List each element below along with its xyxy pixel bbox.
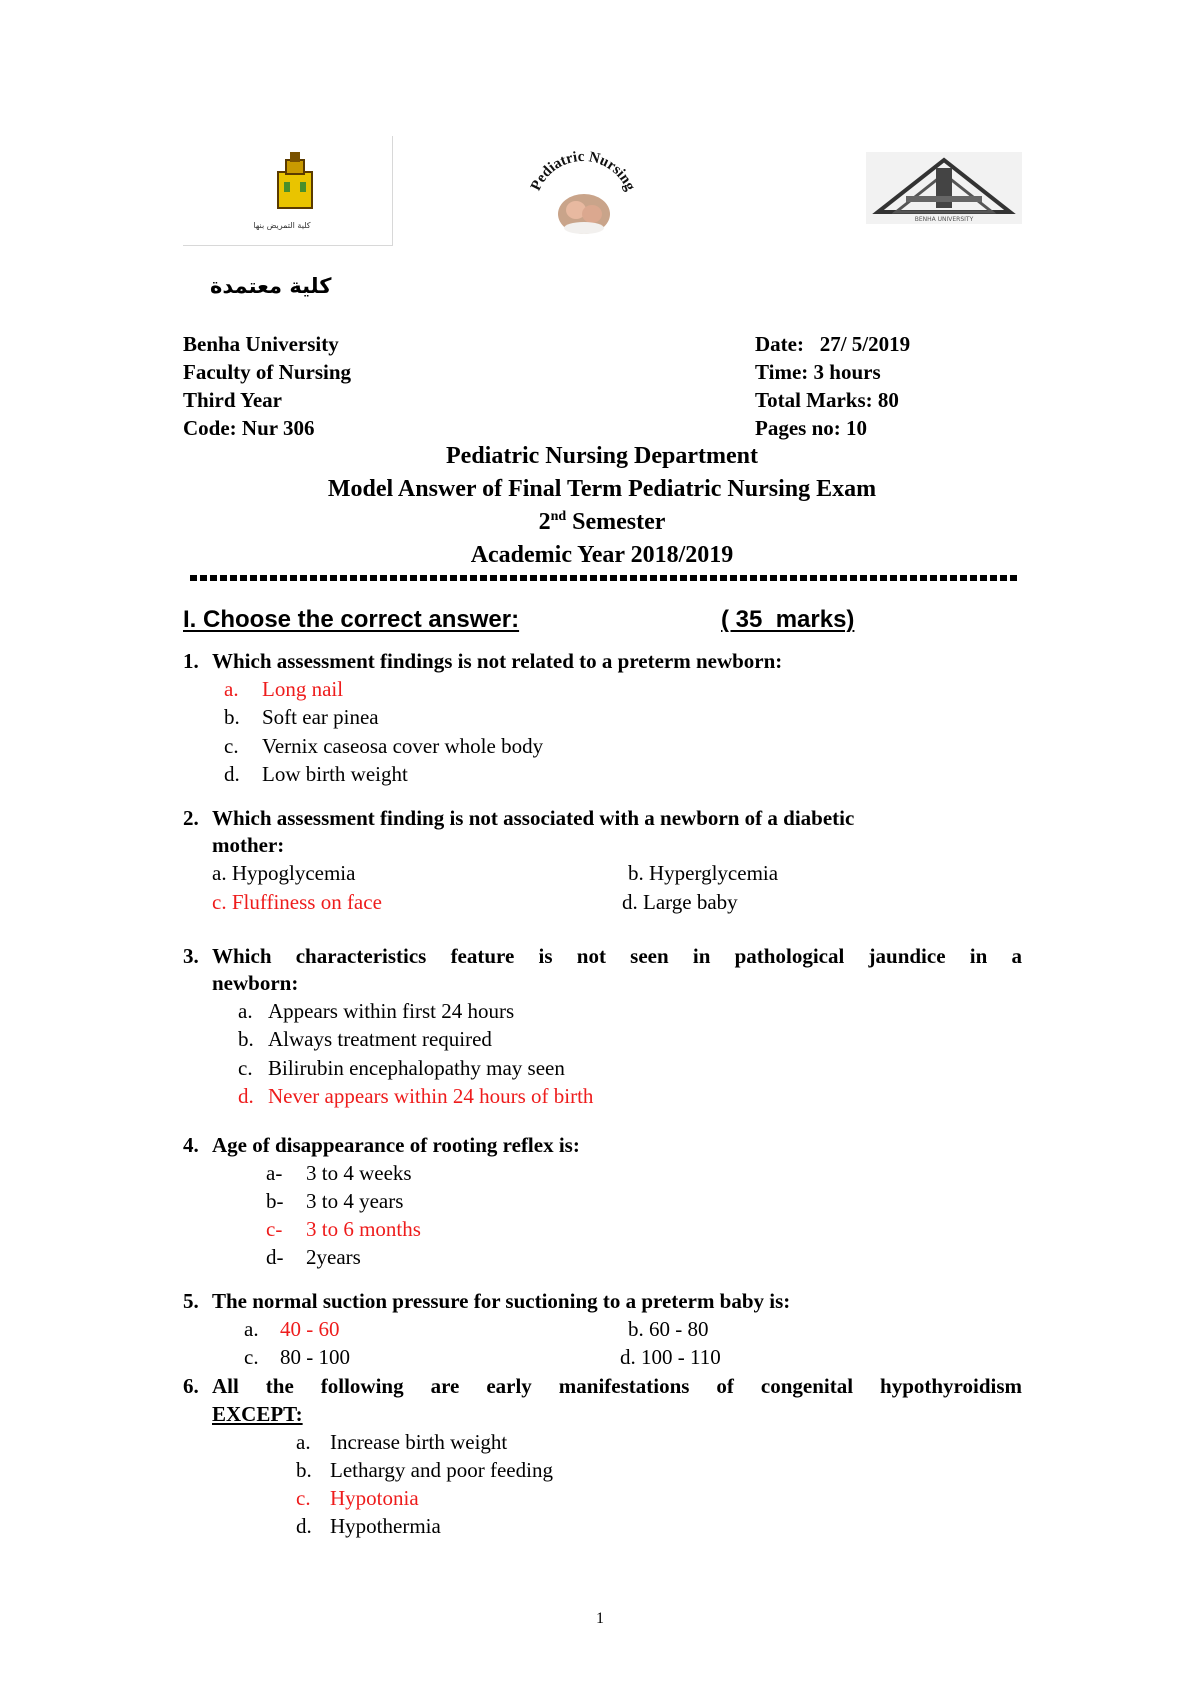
faculty-logo-caption: كلية التمريض بنها xyxy=(253,221,311,230)
exam-time: Time: 3 hours xyxy=(755,360,881,384)
option-5b: b. 60 - 80 xyxy=(628,1317,709,1341)
question-text: The normal suction pressure for suctioning to a preterm baby is: xyxy=(212,1289,791,1313)
pediatric-nursing-logo xyxy=(528,148,638,240)
option-1b: b. Soft ear pinea xyxy=(224,705,379,729)
accredited-label: كلية معتمدة xyxy=(210,274,332,298)
pediatric-nursing-logo-text: Pediatric Nursing xyxy=(528,148,638,194)
question-text: Which characteristics feature is not seen in pathological jaundice in a xyxy=(212,944,1022,968)
option-2d: d. Large baby xyxy=(622,890,738,914)
section-title: I. Choose the correct answer: xyxy=(183,606,520,633)
question-2-continuation: mother: xyxy=(212,833,285,857)
question-text: Age of disappearance of rooting reflex is: xyxy=(212,1133,580,1157)
university-name: Benha University xyxy=(183,332,339,356)
option-1c: c. Vernix caseosa cover whole body xyxy=(224,734,544,758)
option-6b: b. Lethargy and poor feeding xyxy=(296,1458,553,1482)
option-5a: a. 40 - 60 xyxy=(244,1317,340,1341)
header-info-left xyxy=(183,330,351,442)
option-4c: c- 3 to 6 months xyxy=(266,1217,421,1241)
option-4a: a- 3 to 4 weeks xyxy=(266,1161,412,1185)
option-2b: b. Hyperglycemia xyxy=(628,861,779,885)
question-text: All the following are early manifestations of congenital hypothyroidism xyxy=(212,1374,1022,1398)
header-info-right xyxy=(755,330,910,442)
option-4d: d- 2years xyxy=(266,1245,361,1269)
option-2a: a. Hypoglycemia xyxy=(212,861,356,885)
option-4b: b- 3 to 4 years xyxy=(266,1189,404,1213)
question-6-except: EXCEPT: xyxy=(212,1402,303,1426)
page-number: 1 xyxy=(596,1610,604,1627)
option-3c: c. Bilirubin encephalopathy may seen xyxy=(238,1056,565,1080)
university-logo xyxy=(866,152,1022,224)
exam-date: Date: 27/ 5/2019 xyxy=(755,332,911,356)
question-number: 3. xyxy=(183,944,199,968)
total-marks: Total Marks: 80 xyxy=(755,388,899,412)
option-6a: a. Increase birth weight xyxy=(296,1430,508,1454)
department-title: Pediatric Nursing Department xyxy=(446,443,758,469)
option-2c: c. Fluffiness on face xyxy=(212,890,382,914)
question-number: 2. xyxy=(183,806,199,830)
question-number: 5. xyxy=(183,1289,199,1313)
exam-titles xyxy=(183,440,1021,572)
option-3d: d. Never appears within 24 hours of birth xyxy=(238,1084,594,1108)
question-number: 6. xyxy=(183,1374,199,1398)
pages-count: Pages no: 10 xyxy=(755,416,867,440)
exam-title: Model Answer of Final Term Pediatric Nursing Exam xyxy=(327,476,877,502)
option-6c: c. Hypotonia xyxy=(296,1486,419,1510)
question-number: 4. xyxy=(183,1133,199,1157)
section-marks: ( 35 marks) xyxy=(721,606,855,633)
svg-text:Pediatric Nursing xyxy=(528,149,638,194)
study-year: Third Year xyxy=(183,388,282,412)
dashed-divider xyxy=(190,575,1020,581)
option-5d: d. 100 - 110 xyxy=(620,1345,721,1369)
option-1a: a. Long nail xyxy=(224,677,344,701)
question-text: Which assessment findings is not related to a preterm newborn: xyxy=(212,649,783,673)
university-logo-caption: BENHA UNIVERSITY xyxy=(914,216,974,223)
semester-title: 2nd Semester xyxy=(538,509,666,535)
academic-year-title: Academic Year 2018/2019 xyxy=(470,542,734,568)
option-3a: a. Appears within first 24 hours xyxy=(238,999,515,1023)
option-3b: b. Always treatment required xyxy=(238,1027,492,1051)
option-6d: d. Hypothermia xyxy=(296,1514,441,1538)
faculty-name: Faculty of Nursing xyxy=(183,360,351,384)
question-number: 1. xyxy=(183,649,199,673)
question-3-continuation: newborn: xyxy=(212,971,299,995)
question-text: Which assessment finding is not associated with a newborn of a diabetic xyxy=(212,806,855,830)
course-code: Code: Nur 306 xyxy=(183,416,315,440)
option-1d: d. Low birth weight xyxy=(224,762,408,786)
faculty-logo xyxy=(226,142,338,230)
option-5c: c. 80 - 100 xyxy=(244,1345,350,1369)
